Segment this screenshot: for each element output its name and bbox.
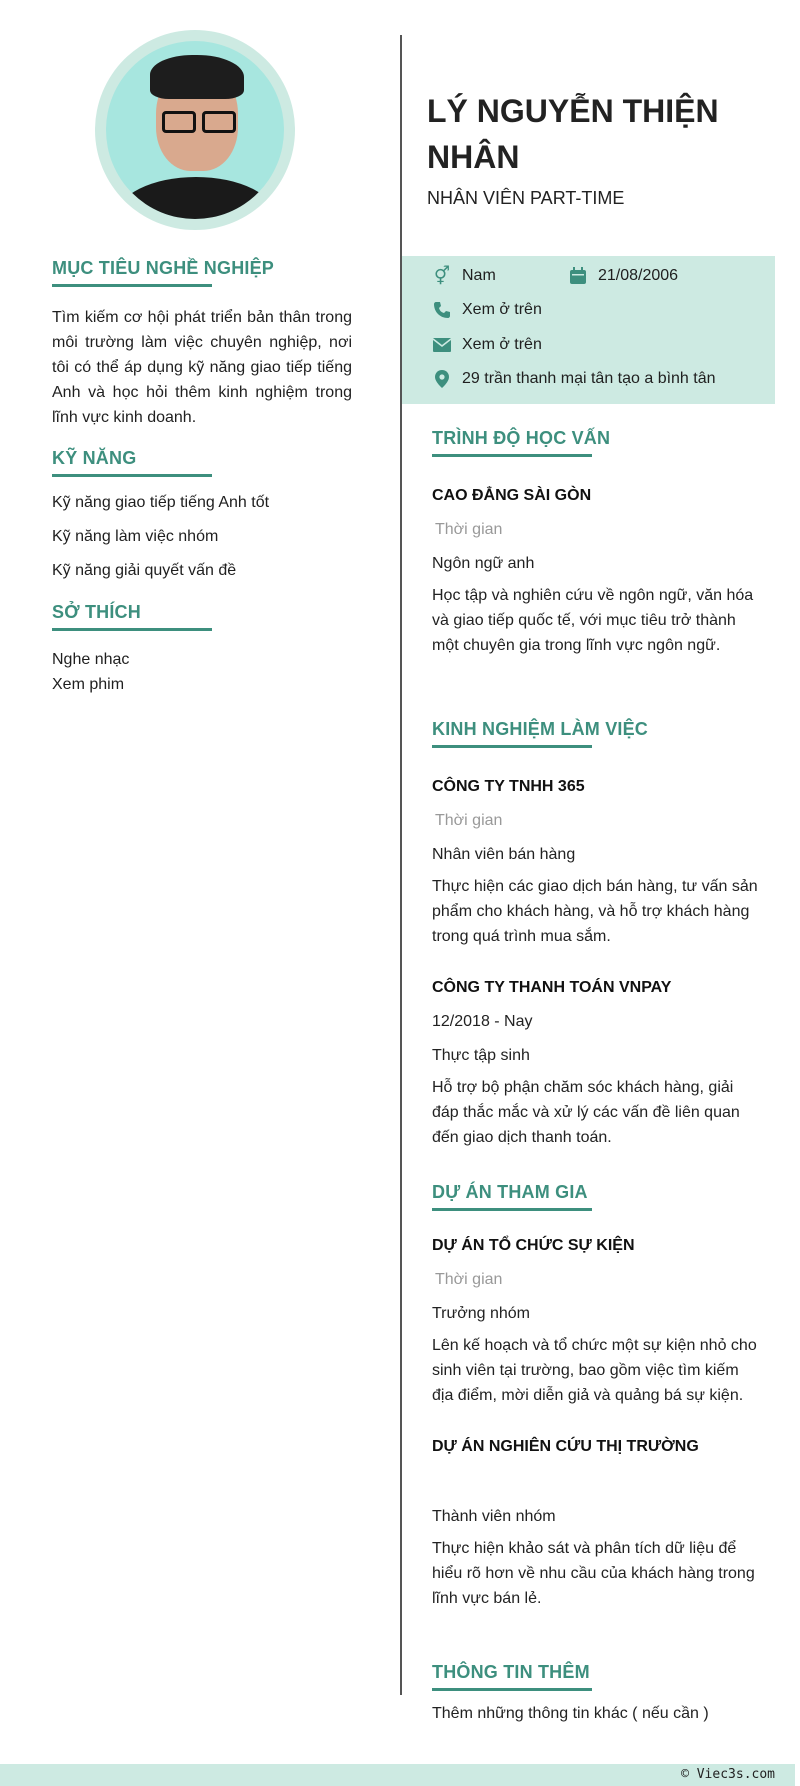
experience-section <box>432 719 762 1150</box>
project-desc: Thực hiện khảo sát và phân tích dữ liệu để hiểu rõ hơn về nhu cầu của khách hàng trong lĩnh vực bán lẻ. <box>432 1540 755 1607</box>
project-time: Thời gian <box>435 1271 503 1288</box>
phone-icon <box>432 300 452 320</box>
objective-title: MỤC TIÊU NGHỀ NGHIỆP <box>52 258 275 278</box>
skill-item: Kỹ năng làm việc nhóm <box>52 528 219 545</box>
hobby-item: Nghe nhạc <box>52 651 130 668</box>
experience-title: KINH NGHIỆM LÀM VIỆC <box>432 719 649 739</box>
name-line: NHÂN <box>427 139 520 175</box>
objective-section <box>52 258 352 430</box>
section-underline <box>52 474 212 477</box>
projects-section <box>432 1182 762 1611</box>
section-underline <box>432 1208 592 1211</box>
project-role: Trưởng nhóm <box>432 1305 530 1322</box>
job-position: Thực tập sinh <box>432 1047 530 1064</box>
job-time: 12/2018 - Nay <box>432 1013 533 1030</box>
objective-text: Tìm kiếm cơ hội phát triển bản thân trong môi trường làm việc chuyên nghiệp, nơi tôi có thể áp dụng kỹ năng giao tiếp tiếng Anh và học hỏi thêm kinh nghiệm trong lĩnh vực kinh doanh. <box>52 309 352 426</box>
section-underline <box>432 745 592 748</box>
name-line: LÝ NGUYỄN THIỆN <box>427 93 719 129</box>
skill-item: Kỹ năng giao tiếp tiếng Anh tốt <box>52 494 270 511</box>
extra-text: Thêm những thông tin khác ( nếu cần ) <box>432 1705 709 1722</box>
contact-phone <box>432 300 542 320</box>
project-desc: Lên kế hoạch và tổ chức một sự kiện nhỏ cho sinh viên tại trường, bao gồm việc tìm kiếm địa điểm, mời diễn giả và quảng bá sự kiện. <box>432 1337 757 1404</box>
hobby-item: Xem phim <box>52 676 125 693</box>
contact-birthday <box>568 266 678 286</box>
gender-value: Nam <box>462 267 496 284</box>
address-value: 29 trần thanh mại tân tạo a bình tân <box>462 370 716 387</box>
education-title: TRÌNH ĐỘ HỌC VẤN <box>432 428 611 448</box>
birthday-value: 21/08/2006 <box>598 267 679 284</box>
section-underline <box>52 628 212 631</box>
hobbies-title: SỞ THÍCH <box>52 602 141 622</box>
project-role: Thành viên nhóm <box>432 1508 556 1525</box>
section-underline <box>52 284 212 287</box>
company-name: CÔNG TY THANH TOÁN VNPAY <box>432 979 672 996</box>
project-name: DỰ ÁN NGHIÊN CỨU THỊ TRƯỜNG <box>432 1438 699 1455</box>
hobbies-section <box>52 602 352 697</box>
section-underline <box>432 454 592 457</box>
email-icon <box>432 335 452 355</box>
email-value: Xem ở trên <box>462 336 542 353</box>
job-position: Nhân viên bán hàng <box>432 846 576 863</box>
project-name: DỰ ÁN TỔ CHỨC SỰ KIỆN <box>432 1237 635 1254</box>
education-time: Thời gian <box>435 521 503 538</box>
contact-panel <box>402 256 775 404</box>
job-desc: Thực hiện các giao dịch bán hàng, tư vấn sản phẩm cho khách hàng, và hỗ trợ khách hàng trong quá trình mua sắm. <box>432 878 758 945</box>
location-pin-icon <box>432 369 452 389</box>
candidate-position: NHÂN VIÊN PART-TIME <box>427 188 625 208</box>
skills-title: KỸ NĂNG <box>52 448 137 468</box>
footer-bar <box>0 1764 795 1786</box>
extra-section <box>432 1662 762 1723</box>
education-desc: Học tập và nghiên cứu về ngôn ngữ, văn hóa và giao tiếp quốc tế, với mục tiêu trở thành một chuyên gia trong lĩnh vực ngôn ngữ. <box>432 587 754 654</box>
contact-address <box>432 369 716 389</box>
calendar-icon <box>568 266 588 286</box>
education-major: Ngôn ngữ anh <box>432 555 535 572</box>
gender-icon: ⚥ <box>433 265 451 286</box>
avatar <box>95 30 295 230</box>
extra-title: THÔNG TIN THÊM <box>432 1662 590 1682</box>
watermark: © Viec3s.com <box>681 1767 775 1782</box>
contact-email <box>432 335 542 355</box>
phone-value: Xem ở trên <box>462 301 542 318</box>
job-time: Thời gian <box>435 812 503 829</box>
avatar-photo <box>106 41 284 219</box>
company-name: CÔNG TY TNHH 365 <box>432 778 585 795</box>
candidate-name <box>427 88 767 180</box>
school-name: CAO ĐẲNG SÀI GÒN <box>432 487 592 504</box>
skills-section <box>52 448 352 595</box>
contact-gender <box>432 266 496 286</box>
skill-item: Kỹ năng giải quyết vấn đề <box>52 562 237 579</box>
projects-title: DỰ ÁN THAM GIA <box>432 1182 588 1202</box>
section-underline <box>432 1688 592 1691</box>
education-section <box>432 428 762 658</box>
job-desc: Hỗ trợ bộ phận chăm sóc khách hàng, giải đáp thắc mắc và xử lý các vấn đề liên quan đến giao dịch thanh toán. <box>432 1079 740 1146</box>
